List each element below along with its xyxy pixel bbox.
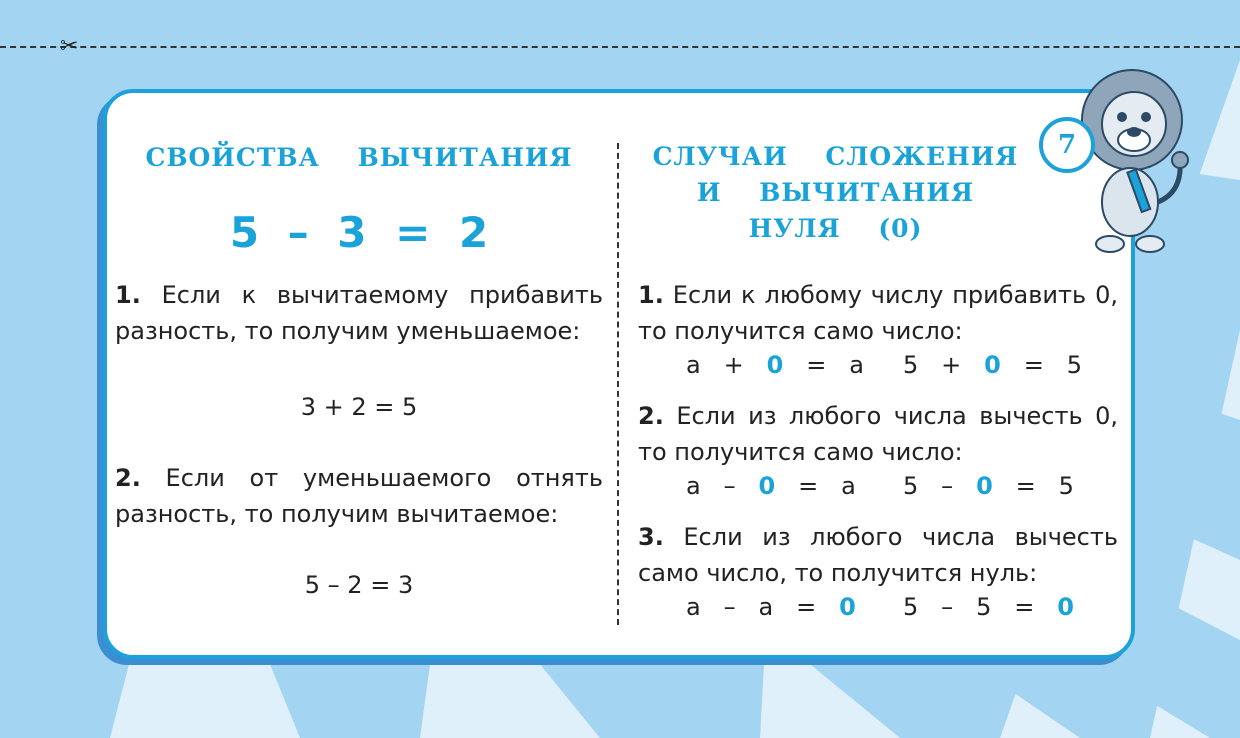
left-title: СВОЙСТВА ВЫЧИТАНИЯ — [145, 143, 573, 172]
left-rule-2 — [115, 460, 603, 532]
scissors-icon: ✂ — [60, 34, 79, 59]
rule-text: Если из любого числа вычесть 0, то получится само число: — [638, 402, 1118, 466]
right-title-line-3: НУЛЯ (0) — [748, 214, 923, 243]
rule-number: 1. — [638, 281, 664, 309]
rule-number: 2. — [115, 464, 141, 492]
right-title-line-1: СЛУЧАИ СЛОЖЕНИЯ — [652, 142, 1019, 171]
right-rule-1-formula-digits: 5 + 0 = 5 — [903, 351, 1083, 379]
right-rule-1 — [638, 277, 1118, 349]
column-divider — [617, 143, 619, 625]
right-rule-3 — [638, 519, 1118, 591]
right-title — [638, 139, 1033, 247]
cut-line — [0, 46, 1240, 48]
page-number-badge: 7 — [1039, 117, 1095, 173]
right-rule-2-formula-digits: 5 – 0 = 5 — [903, 472, 1074, 500]
main-equation: 5 – 3 = 2 — [229, 208, 489, 257]
left-rule-2-formula: 5 – 2 = 3 — [304, 571, 414, 599]
right-rule-3-formula-letters: а – а = 0 — [686, 593, 856, 621]
right-rule-3-formula-digits: 5 – 5 = 0 — [903, 593, 1074, 621]
rule-number: 3. — [638, 523, 664, 551]
rule-number: 2. — [638, 402, 664, 430]
right-title-line-2: И ВЫЧИТАНИЯ — [696, 178, 975, 207]
left-rule-1 — [115, 277, 603, 349]
rule-text: Если из любого числа вычесть само число, то получится нуль: — [638, 523, 1118, 587]
rule-text: Если к вычитаемому прибавить разность, то получим уменьшаемое: — [115, 281, 603, 345]
right-rule-2-formula-letters: а – 0 = а — [686, 472, 856, 500]
rule-text: Если от уменьшаемого отнять разность, то получим вычитаемое: — [115, 464, 603, 528]
rule-text: Если к любому числу прибавить 0, то получится само число: — [638, 281, 1118, 345]
right-rule-2 — [638, 398, 1118, 470]
rule-number: 1. — [115, 281, 141, 309]
left-rule-1-formula: 3 + 2 = 5 — [300, 393, 418, 421]
right-rule-1-formula-letters: а + 0 = а — [686, 351, 864, 379]
